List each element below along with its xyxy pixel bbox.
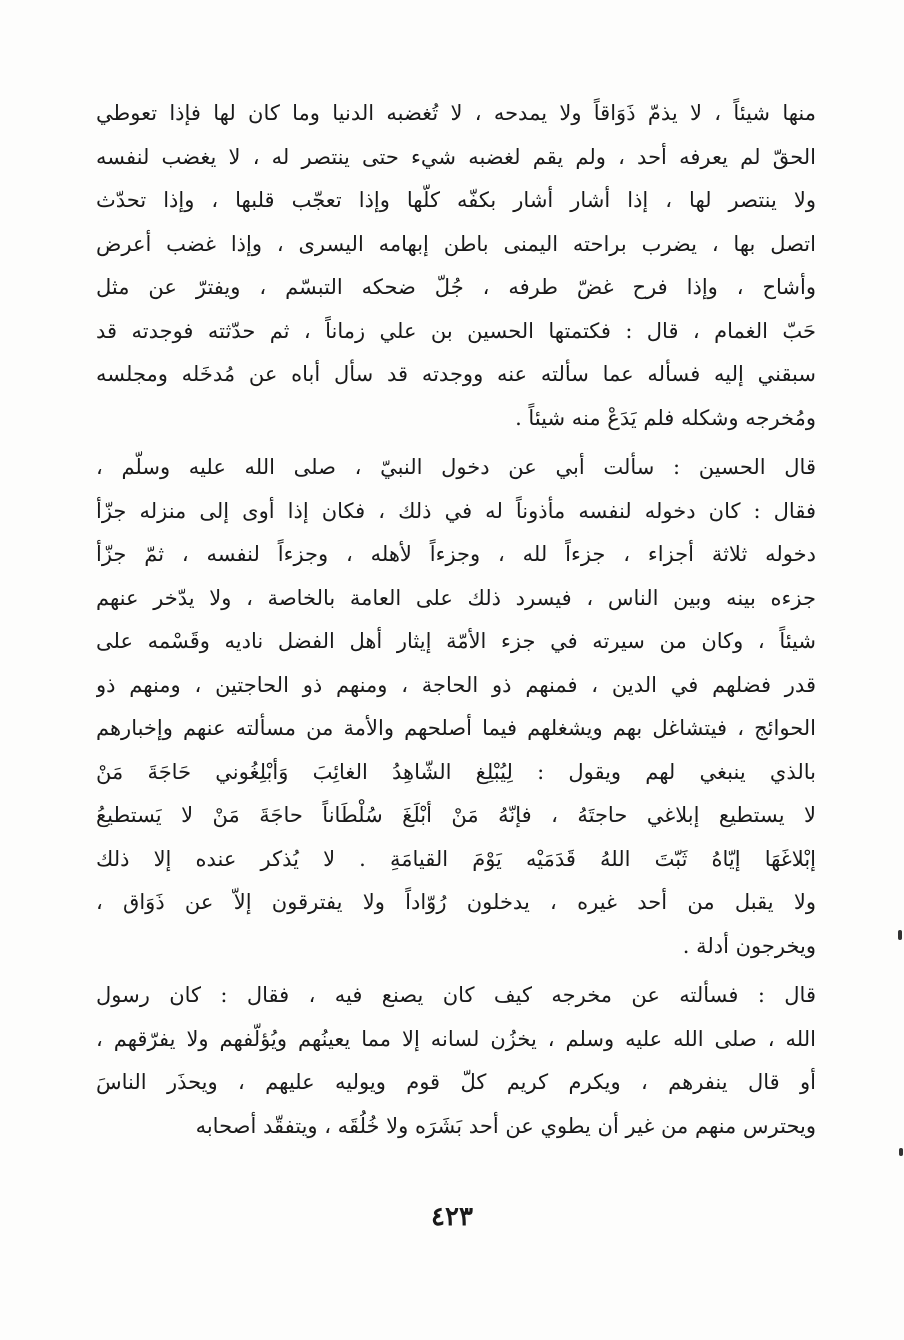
scan-edge-mark bbox=[898, 930, 902, 940]
text-line: فقال : كان دخوله لنفسه مأذوناً له في ذلك ، فكان إذا أوى إلى منزله جزّأ bbox=[96, 498, 816, 523]
paragraph bbox=[96, 92, 816, 440]
paragraph bbox=[96, 446, 816, 968]
scan-edge-mark bbox=[899, 1148, 903, 1156]
text-line: قدر فضلهم في الدين ، فمنهم ذو الحاجة ، ومنهم ذو الحاجتين ، ومنهم ذو bbox=[96, 672, 816, 697]
page-number: ٤٢٣ bbox=[431, 1202, 473, 1232]
text-line: اتصل بها ، يضرب براحته اليمنى باطن إبهامه اليسرى ، وإذا غضب أعرض bbox=[96, 231, 816, 256]
text-line: سبقني إليه فسأله عما سألته عنه ووجدته قد سأل أباه عن مُدخَله ومجلسه bbox=[96, 362, 816, 386]
text-line: حَبّ الغمام ، قال : فكتمتها الحسين بن علي زماناً ، ثم حدّثته فوجدته قد bbox=[96, 318, 816, 343]
text-line: بالذي ينبغي لهم ويقول : لِيُبْلِغ الشّاهِدُ الغائِبَ وَأبْلِغُوني حَاجَةَ مَنْ bbox=[96, 759, 816, 784]
text-line: وأشاح ، وإذا فرح غضّ طرفه ، جُلّ ضحكه التبسّم ، ويفترّ عن مثل bbox=[96, 275, 816, 299]
text-line: ويحترس منهم من غير أن يطوي عن أحد بَشَرَه ولا خُلُقَه ، ويتفقّد أصحابه bbox=[195, 1113, 816, 1138]
text-line: الحقّ لم يعرفه أحد ، ولم يقم لغضبه شيء حتى ينتصر له ، لا يغضب لنفسه bbox=[96, 144, 816, 169]
page-text bbox=[96, 92, 816, 1148]
text-line: الله ، صلى الله عليه وسلم ، يخزُن لسانه إلا مما يعينُهم ويُؤلّفهم ولا يفرّقهم ، bbox=[96, 1026, 816, 1051]
text-line: إبْلاغَهَا إيّاهُ ثَبّتَ اللهُ قَدَمَيْه يَوْمَ القيامَةِ . لا يُذكر عنده إلا ذلك bbox=[96, 846, 816, 871]
text-line: شيئاً ، وكان من سيرته في جزء الأمّة إيثار أهل الفضل ناديه وقَسْمه على bbox=[96, 629, 816, 653]
text-line: أو قال ينفرهم ، ويكرم كريم كلّ قوم ويوليه عليهم ، ويحذَر الناسَ bbox=[96, 1070, 816, 1094]
text-line: ويخرجون أدلة . bbox=[682, 933, 816, 958]
text-line: الحوائج ، فيتشاغل بهم ويشغلهم فيما أصلحهم والأمة من مسألته عنهم وإخبارهم bbox=[96, 716, 816, 740]
text-line: ومُخرجه وشكله فلم يَدَعْ منه شيئاً . bbox=[515, 405, 816, 430]
text-line: ولا يقبل من أحد غيره ، يدخلون رُوّاداً ولا يفترقون إلاّ عن ذَوَاق ، bbox=[96, 890, 816, 914]
text-line: دخوله ثلاثة أجزاء ، جزءاً لله ، وجزءاً لأهله ، وجزءاً لنفسه ، ثمّ جزّأ bbox=[96, 542, 816, 566]
text-line: قال الحسين : سألت أبي عن دخول النبيّ ، صلى الله عليه وسلّم ، bbox=[96, 455, 816, 479]
text-line: لا يستطيع إبلاغي حاجتَهُ ، فإنّهُ مَنْ أبْلَغَ سُلْطَاناً حاجَةَ مَنْ لا يَستطيعُ bbox=[96, 803, 816, 827]
text-line: ولا ينتصر لها ، إذا أشار أشار بكفّه كلّها وإذا تعجّب قلبها ، وإذا تحدّث bbox=[96, 188, 816, 212]
text-line: قال : فسألته عن مخرجه كيف كان يصنع فيه ، فقال : كان رسول bbox=[96, 983, 816, 1007]
text-line: منها شيئاً ، لا يذمّ ذَوَاقاً ولا يمدحه ، لا تُغضبه الدنيا وما كان لها فإذا تعوطي bbox=[96, 101, 816, 125]
paragraph bbox=[96, 974, 816, 1148]
text-line: جزءه بينه وبين الناس ، فيسرد ذلك على العامة بالخاصة ، ولا يدّخر عنهم bbox=[96, 585, 816, 610]
